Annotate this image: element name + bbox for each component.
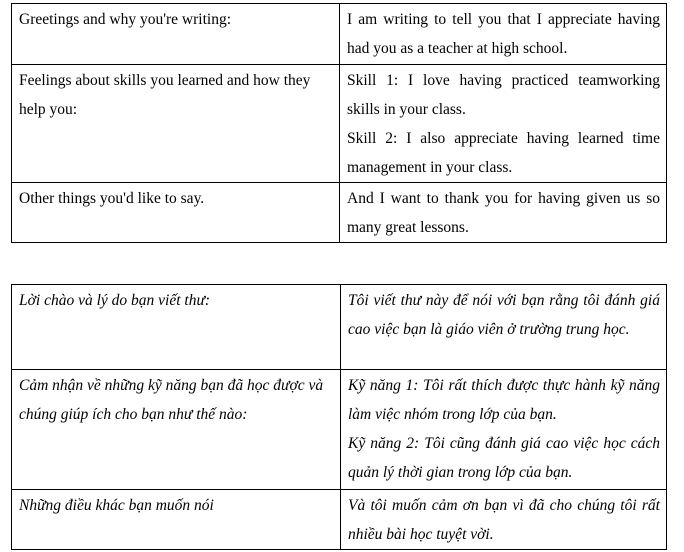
answer-text: Skill 2: I also appreciate having learned time management in your class. — [347, 130, 660, 176]
answer-text: Kỹ năng 2: Tôi cũng đánh giá cao việc học cách quản lý thời gian trong lớp của bạn. — [348, 435, 660, 481]
answer-cell — [340, 4, 667, 65]
answer-text: And I want to thank you for having given us so many great lessons. — [347, 190, 660, 236]
prompt-cell: Other things you'd like to say. — [12, 183, 340, 243]
answer-text: Kỹ năng 1: Tôi rất thích được thực hành kỹ năng làm việc nhóm trong lớp của bạn. — [348, 377, 660, 423]
table-row — [12, 183, 667, 243]
answer-cell — [340, 183, 667, 243]
table-row — [12, 65, 667, 183]
vietnamese-letter-table — [11, 284, 667, 550]
prompt-cell: Feelings about skills you learned and how they help you: — [12, 65, 340, 183]
answer-text: Skill 1: I love having practiced teamworking skills in your class. — [347, 72, 660, 118]
prompt-cell: Greetings and why you're writing: — [12, 4, 340, 65]
answer-cell — [341, 490, 667, 550]
answer-text: Tôi viết thư này để nói với bạn rằng tôi đánh giá cao việc bạn là giáo viên ở trường trung học. — [348, 292, 660, 338]
prompt-cell: Cảm nhận về những kỹ năng bạn đã học được và chúng giúp ích cho bạn như thế nào: — [12, 370, 341, 490]
english-letter-table — [11, 3, 667, 243]
table-row — [12, 370, 667, 490]
prompt-cell: Những điều khác bạn muốn nói — [12, 490, 341, 550]
answer-text: Và tôi muốn cảm ơn bạn vì đã cho chúng tôi rất nhiều bài học tuyệt vời. — [348, 497, 660, 543]
table-row — [12, 4, 667, 65]
answer-cell — [340, 65, 667, 183]
answer-cell — [341, 285, 667, 370]
table-row — [12, 285, 667, 370]
answer-cell — [341, 370, 667, 490]
answer-text: I am writing to tell you that I appreciate having had you as a teacher at high school. — [347, 11, 660, 57]
prompt-cell: Lời chào và lý do bạn viết thư: — [12, 285, 341, 370]
table-row — [12, 490, 667, 550]
